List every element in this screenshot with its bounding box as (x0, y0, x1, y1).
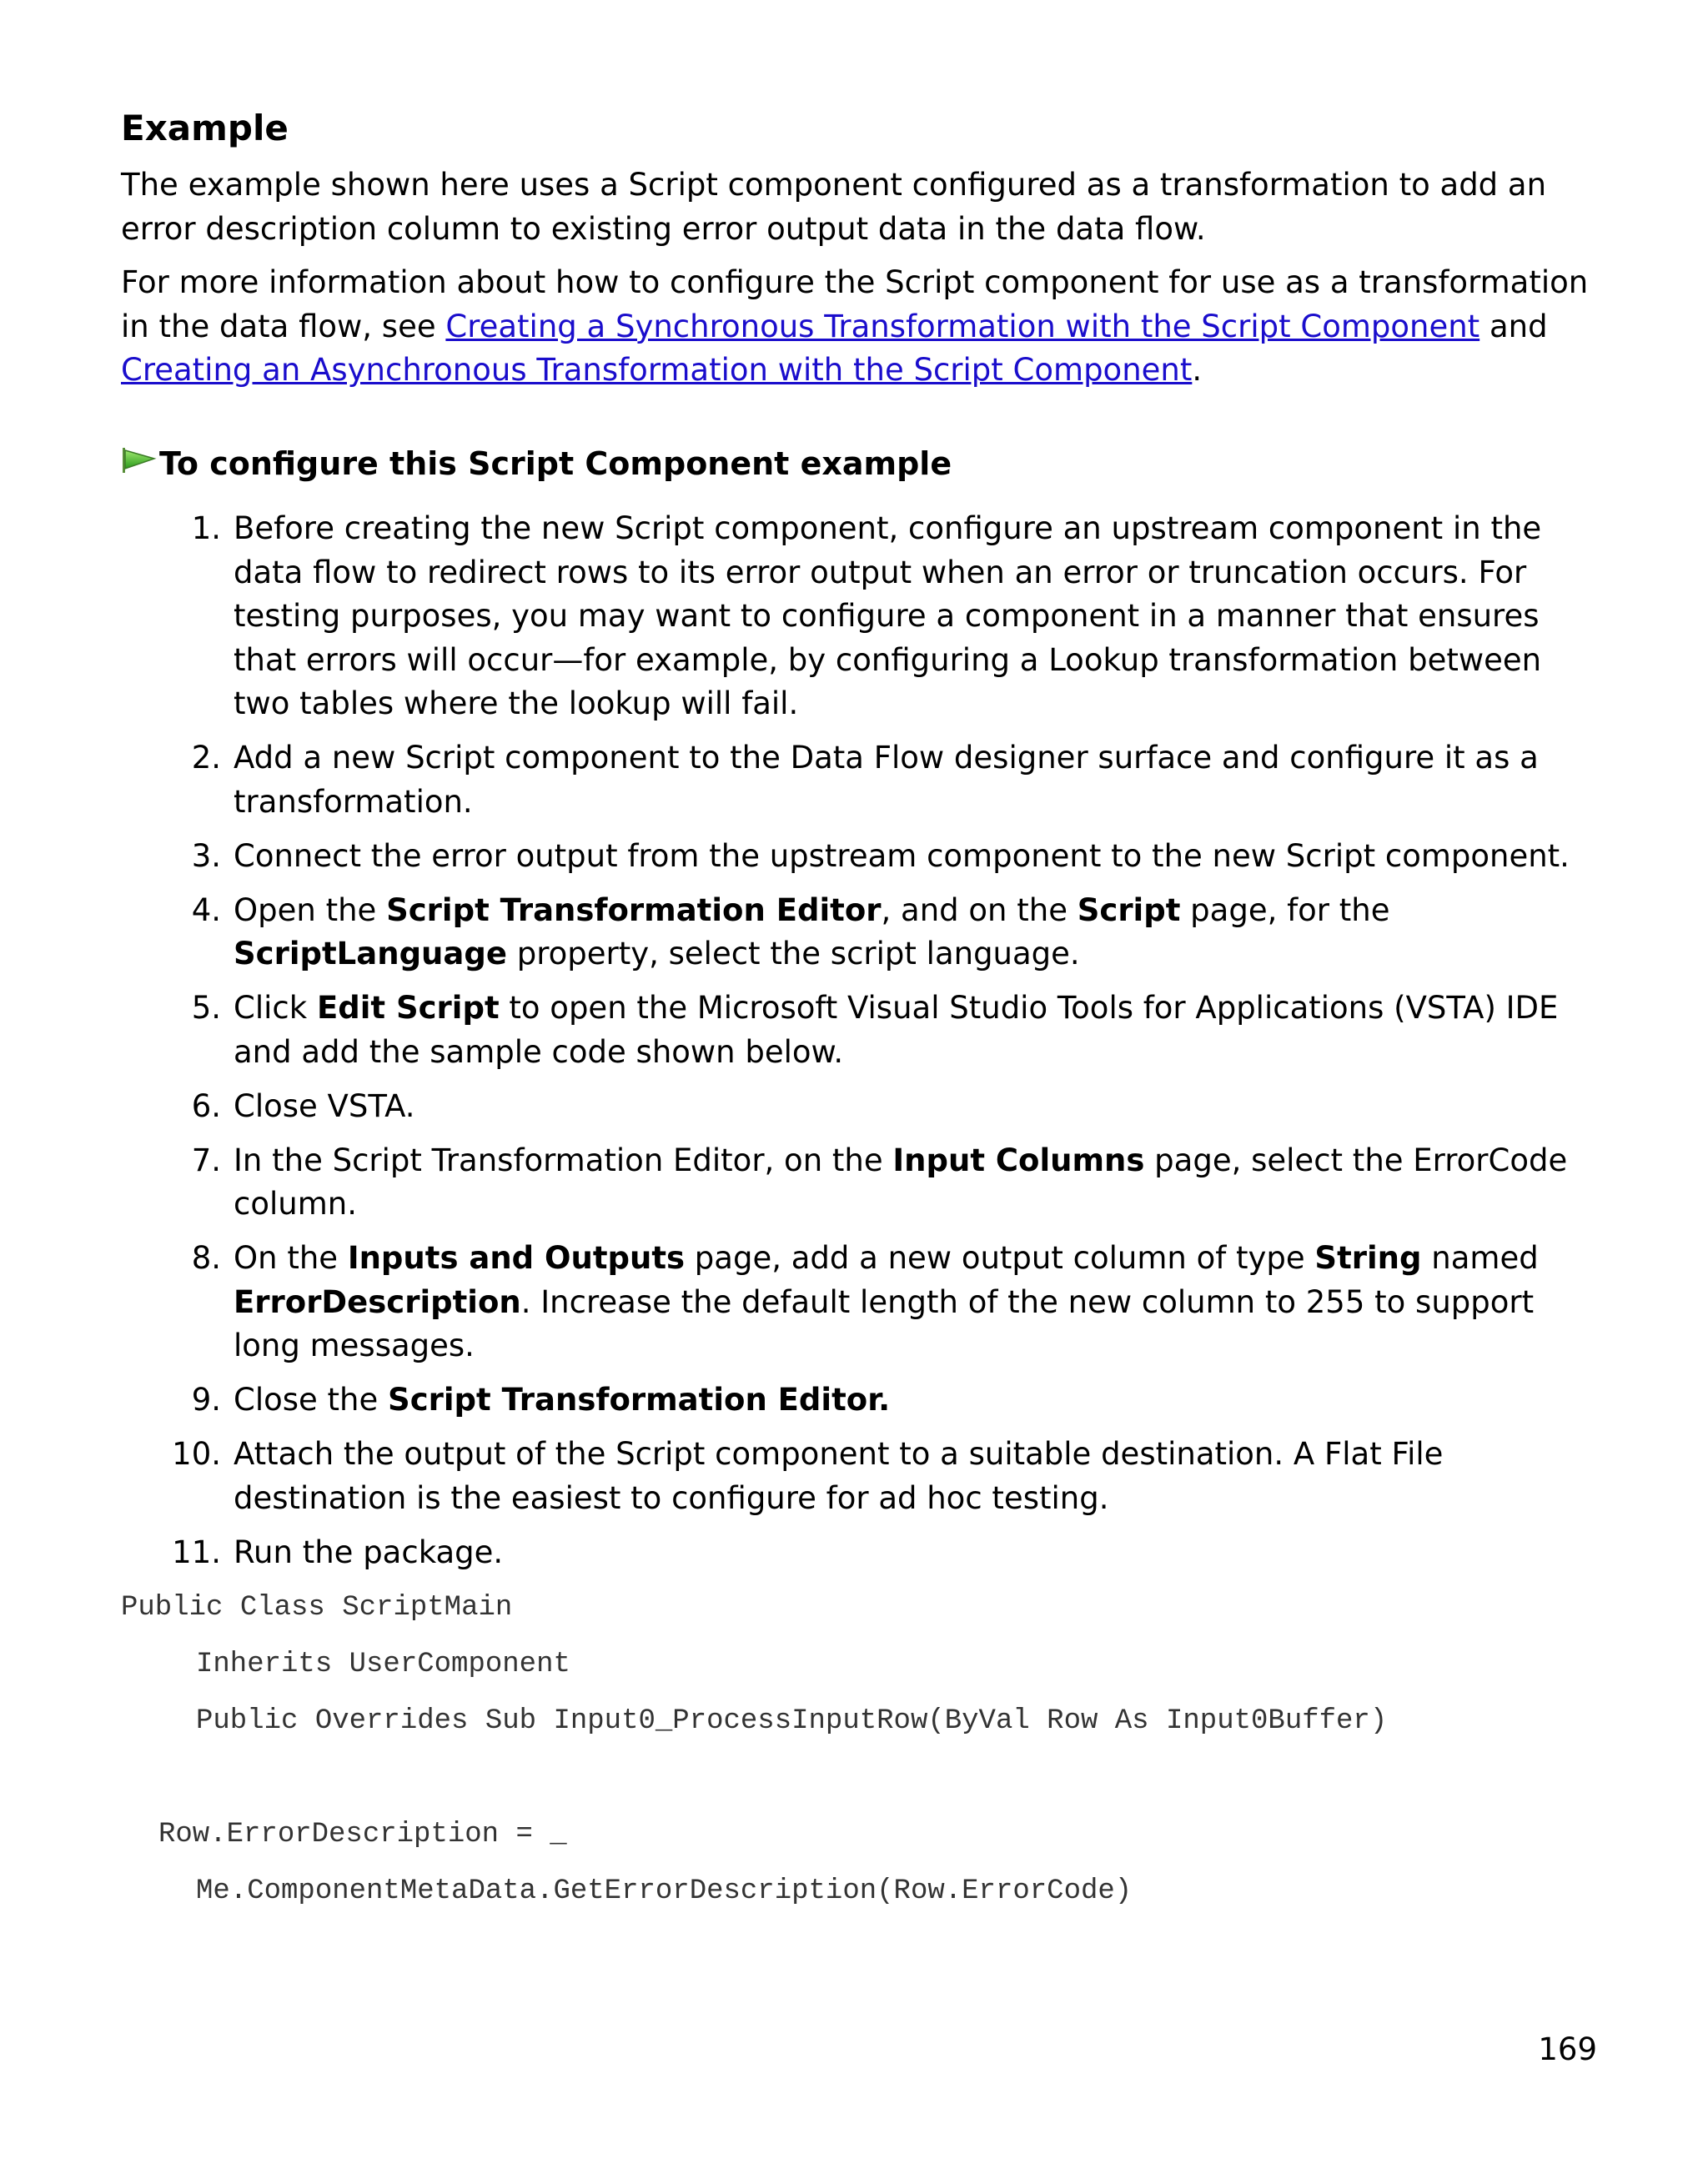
procedure-heading (121, 442, 952, 485)
step-text (234, 835, 1589, 879)
step-number: 2. (191, 740, 221, 776)
step-text (234, 507, 1589, 726)
more-info-paragraph (121, 261, 1589, 393)
step-item (121, 1378, 1589, 1423)
step-number: 6. (191, 1087, 221, 1124)
step-item (121, 1085, 1589, 1129)
step-fragment: page, for the (1180, 891, 1390, 928)
step-text (234, 1378, 1589, 1423)
step-emphasis: Script Transformation Editor (386, 891, 882, 928)
step-fragment: Attach the output of the Script component to a suitable destination. A Flat File destination is the easiest to configure for ad hoc testing. (234, 1436, 1444, 1516)
step-fragment: property, select the script language. (506, 936, 1080, 972)
step-emphasis: Edit Script (316, 990, 500, 1026)
step-text (234, 1433, 1589, 1520)
step-fragment: Before creating the new Script component, configure an upstream component in the data flow to redirect rows to its error output when an error or truncation occurs. For testing purposes, you may want to configure a component in a manner that ensures that errors will occur—for example, by configuring a Lookup transformation between two tables where the lookup will fail. (234, 510, 1542, 721)
code-line: Inherits UserComponent (196, 1649, 570, 1680)
step-item (121, 1139, 1589, 1227)
step-fragment: to open the Microsoft Visual Studio Tools for Applications (VSTA) IDE and add the sample code shown below. (234, 990, 1559, 1070)
code-line: Public Overrides Sub Input0_ProcessInputRow(ByVal Row As Input0Buffer) (196, 1705, 1388, 1737)
step-item (121, 889, 1589, 977)
step-text (234, 1531, 1589, 1575)
step-fragment: , and on the (881, 891, 1078, 928)
step-emphasis: Inputs and Outputs (347, 1240, 686, 1276)
step-item (121, 1433, 1589, 1520)
synchronous-transformation-link[interactable]: Creating a Synchronous Transformation with the Script Component (445, 308, 1480, 344)
step-emphasis: Script (1077, 891, 1181, 928)
step-fragment: Add a new Script component to the Data Flow designer surface and configure it as a transformation. (234, 740, 1539, 820)
step-number: 7. (191, 1142, 221, 1178)
step-number: 10. (172, 1436, 221, 1472)
green-arrow-icon (121, 447, 158, 474)
step-fragment: named (1421, 1240, 1539, 1276)
step-number: 8. (191, 1240, 221, 1276)
step-number: 4. (191, 891, 221, 928)
step-fragment: Connect the error output from the upstream component to the new Script component. (234, 837, 1570, 874)
step-emphasis: ScriptLanguage (234, 936, 507, 972)
step-number: 5. (191, 990, 221, 1026)
section-heading: Example (121, 108, 289, 148)
step-fragment: Close VSTA. (234, 1087, 415, 1124)
step-item (121, 736, 1589, 824)
code-line: Row.ErrorDescription = _ (158, 1819, 567, 1850)
step-fragment: Click (234, 990, 317, 1026)
step-item (121, 1531, 1589, 1575)
step-emphasis: String (1314, 1240, 1422, 1276)
step-number: 11. (172, 1534, 221, 1570)
asynchronous-transformation-link[interactable]: Creating an Asynchronous Transformation with the Script Component (121, 352, 1193, 388)
more-info-text: For more information about how to configure the Script component for use as a transformation in the data flow, see (121, 264, 1589, 344)
step-number: 3. (191, 837, 221, 874)
step-fragment: page, select the ErrorCode column. (234, 1142, 1568, 1222)
step-fragment: Open the (234, 891, 387, 928)
step-text (234, 987, 1589, 1074)
step-text (234, 1237, 1589, 1368)
code-line: Me.ComponentMetaData.GetErrorDescription(Row.ErrorCode) (196, 1875, 1133, 1907)
step-text (234, 1139, 1589, 1227)
step-number: 1. (191, 510, 221, 546)
procedure-title: To configure this Script Component example (159, 445, 952, 482)
step-item (121, 507, 1589, 726)
code-line: Public Class ScriptMain (121, 1592, 513, 1624)
step-emphasis: Input Columns (892, 1142, 1145, 1178)
step-fragment: page, add a new output column of type (685, 1240, 1315, 1276)
step-item (121, 835, 1589, 879)
step-fragment: In the Script Transformation Editor, on the (234, 1142, 893, 1178)
step-fragment: On the (234, 1240, 348, 1276)
step-text (234, 889, 1589, 977)
more-info-conjunction: and (1479, 308, 1548, 344)
step-item (121, 987, 1589, 1074)
step-emphasis: ErrorDescription (234, 1283, 521, 1320)
step-emphasis: Script Transformation Editor. (388, 1382, 891, 1418)
step-text (234, 1085, 1589, 1129)
step-fragment: Run the package. (234, 1534, 504, 1570)
step-item (121, 1237, 1589, 1368)
page-number: 169 (1538, 2031, 1597, 2067)
step-fragment: Close the (234, 1382, 389, 1418)
procedure-steps (121, 507, 1589, 1585)
step-text (234, 736, 1589, 824)
more-info-end: . (1192, 352, 1203, 388)
step-number: 9. (191, 1382, 221, 1418)
intro-paragraph: The example shown here uses a Script component configured as a transformation to add an error description column to existing error output data in the data flow. (121, 167, 1547, 247)
step-fragment: . Increase the default length of the new column to 255 to support long messages. (234, 1283, 1535, 1363)
